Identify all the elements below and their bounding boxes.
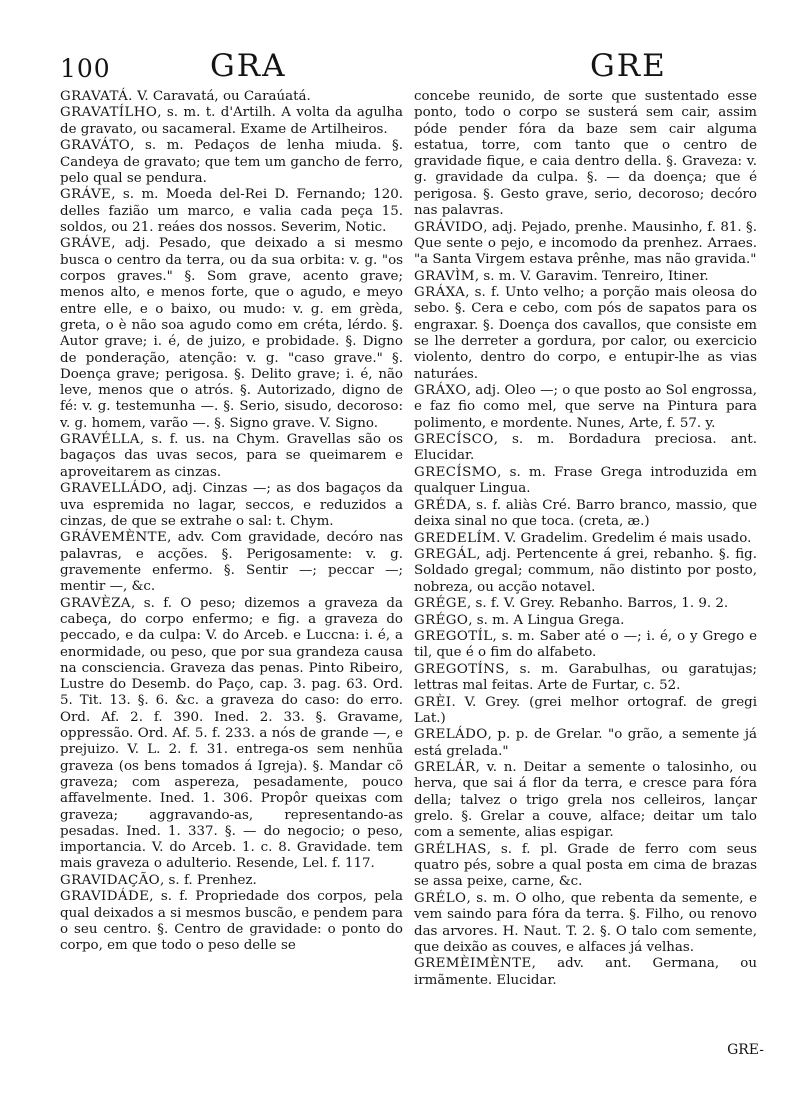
entry-definition: , s. m. V. Garavim. Tenreiro, Itiner. xyxy=(474,268,709,284)
dictionary-entry xyxy=(60,873,403,889)
entry-headword: GRÉGE xyxy=(414,596,468,612)
entry-headword: GRAVIDAÇÃO xyxy=(60,872,161,888)
entry-definition: , adj. Pejado, prenhe. Mausinho, f. 81. §. Que sente o pejo, e incomodo da prenhez. Arraes. "a Santa Virgem estava prênhe, mas não gravida." xyxy=(414,219,757,268)
entry-definition: concebe reunido, de sorte que sustentado esse ponto, todo o corpo se susterá sem cair, assim póde pender fóra da baze sem cair alguma estatua, torre, com tanto que o centro de gravidade fique, e caia dentro della. §. Graveza: v. g. gravidade da culpa. §. — da doença; que é perigosa. §. Gesto grave, serio, decoroso; decóro nas palavras. xyxy=(414,89,757,219)
entry-definition: , adj. Pertencente á grei, rebanho. §. fig. Soldado gregal; commum, não distinto por posto, nobreza, ou acção notavel. xyxy=(414,547,757,595)
dictionary-entry xyxy=(414,531,757,547)
entry-headword: GRELÁDO xyxy=(414,727,488,743)
dictionary-entry xyxy=(414,432,757,465)
entry-definition: V. Caravatá, ou Caraúatá. xyxy=(132,89,311,104)
dictionary-entry xyxy=(60,236,403,432)
entry-definition: , s. m. O olho, que rebenta da semente, e vem saindo para fóra da terra. §. Filho, ou renovo das arvores. H. Naut. T. 2. §. O talo com semente, que deixão as couves, e alfaces já velhas. xyxy=(414,890,757,955)
entry-definition: , s. f. aliàs Cré. Barro branco, massio, que deixa sinal no que toca. (creta, æ.) xyxy=(414,497,757,530)
left-running-title: GRA xyxy=(210,48,287,84)
entry-definition: . V. Gradelim. Gredelim é mais usado. xyxy=(496,530,752,546)
entry-definition: , p. p. de Grelar. "o grão, a semente já está grelada." xyxy=(414,727,757,759)
page-number: 100 xyxy=(60,54,111,83)
dictionary-entry xyxy=(60,432,403,481)
entry-headword: GRAVATÍLHO xyxy=(60,105,158,121)
dictionary-entry xyxy=(414,89,757,219)
entry-headword: GREGOTÍL xyxy=(414,629,493,645)
entry-headword: GRÉLO xyxy=(414,890,467,906)
dictionary-entry xyxy=(414,891,757,956)
entry-headword: GRÉLHAS xyxy=(414,841,487,857)
dictionary-entry xyxy=(60,187,403,236)
dictionary-entry xyxy=(414,547,757,596)
entry-definition: , s. f. O peso; dizemos a graveza da cabeça, do corpo enfermo; e fig. a graveza do peccado, e da culpa: V. do Arceb. e Luccna: i. é, a enormidade, ou peso, que por sua grandeza causa na consciencia. Graveza das penas. Pinto Ribeiro, Lustre do Desemb. do Paço, cap. 3. pag. 63. Ord. 5. Tit. 13. §. 6. &c. a graveza do caso: do erro. Ord. Af. 2. f. 390. Ined. 2. 33. §. Gravame, oppressão. Ord. Af. 5. f. 233. a nós de grande —, e prejuizo. V. L. 2. f. 31. entrega-os sem nenhũa graveza (os bens tomados á Igreja). §. Mandar cõ graveza; com aspereza, pesadamente, pouco affavelmente. Ined. 1. 306. Propôr queixas com graveza; aggravando-as, representando-as pesadas. Ined. 1. 337. §. — do negocio; o peso, importancia. V. do Arceb. 1. c. 8. Gravidade. tem mais graveza o adulterio. Resende, Lel. f. 117. xyxy=(60,595,403,872)
dictionary-entry xyxy=(414,596,757,612)
entry-headword: GRAVATÁ. xyxy=(60,89,133,104)
entry-definition: , s. f. Unto velho; a porção mais oleosa do sebo. §. Cera e cebo, com pós de sapatos para os engraxar. §. Doença dos cavallos, que consiste em se lhe derreter a gordura, por calor, ou exercicio violento, dentro do corpo, e entupir-lhe as vias naturáes. xyxy=(414,285,757,382)
dictionary-entry xyxy=(60,89,403,105)
entry-definition: , s. m. Pedaços de lenha miuda. §. Candeya de gravato; que tem um gancho de ferro, pelo qual se pendura. xyxy=(60,138,403,186)
entry-headword: GRAVÉLLA xyxy=(60,432,140,448)
dictionary-entry xyxy=(414,695,757,728)
entry-definition: , s. m. Moeda del-Rei D. Fernando; 120. delles fazião um marco, e valia cada peça 15. soldos, ou 21. reáes dos nossos. Severim, Notic. xyxy=(60,187,403,235)
left-column xyxy=(60,89,403,955)
dictionary-entry xyxy=(60,138,403,187)
entry-definition: , s. f. Propriedade dos corpos, pela qual deixados a si mesmos buscão, e pendem para o seu centro. §. Centro de gravidade: o ponto do corpo, em que todo o peso delle se xyxy=(60,889,403,954)
entry-headword: GRÁVE xyxy=(60,187,112,203)
dictionary-entry xyxy=(414,727,757,760)
entry-headword: GRAVIDÁDE xyxy=(60,889,150,905)
right-column xyxy=(414,89,757,989)
entry-headword: GRÁVIDO xyxy=(414,219,484,235)
dictionary-entry xyxy=(414,498,757,531)
entry-headword: GRELÁR xyxy=(414,760,476,776)
dictionary-entry xyxy=(414,465,757,498)
dictionary-entry xyxy=(60,481,403,530)
running-header xyxy=(60,44,772,90)
entry-definition: , s. m. Frase Grega introduzida em qualquer Lingua. xyxy=(414,464,757,497)
dictionary-entry xyxy=(414,383,757,432)
dictionary-entry xyxy=(60,889,403,954)
entry-headword: GRÁVEMÈNTE xyxy=(60,530,168,546)
dictionary-entry xyxy=(414,842,757,891)
dictionary-entry xyxy=(414,662,757,695)
dictionary-entry xyxy=(60,105,403,138)
entry-definition: , s. f. V. Grey. Rebanho. Barros, 1. 9. 2. xyxy=(467,596,729,612)
dictionary-entry xyxy=(414,220,757,269)
entry-headword: GRÁVE xyxy=(60,236,112,252)
entry-definition: , s. m. A Lingua Grega. xyxy=(468,612,625,628)
entry-definition: , adj. Pesado, que deixado a si mesmo busca o centro da terra, ou da sua orbita: v. g. "os corpos graves." §. Som grave, acento grave; menos alto, e menos forte, que o agudo, e meyo entre elle, e o baixo, ou mudo: v. g. em grèda, greta, o è não soa agudo como em créta, lérdo. §. Autor grave; i. é, de juizo, e probidade. §. Digno de ponderação, atenção: v. g. "caso grave." §. Doença grave; perigosa. §. Delito grave; i. é, não leve, menos que o atrós. §. Autorizado, digno de fé: v. g. testemunha —. §. Serio, sisudo, decoroso: v. g. homem, varão —. §. Signo grave. V. Signo. xyxy=(60,236,403,431)
entry-headword: GRÈI xyxy=(414,694,452,710)
entry-headword: GRÉGO xyxy=(414,612,469,628)
entry-headword: GRAVÈZA xyxy=(60,595,132,611)
entry-definition: , v. n. Deitar a semente o talosinho, ou herva, que sai á flor da terra, e cresce para fóra della; talvez o trigo grela nos celleiros, lançar grelo. §. Grelar a couve, alface; deitar um talo com a semente, alias espigar. xyxy=(414,760,757,841)
dictionary-entry xyxy=(414,956,757,989)
entry-headword: GREGÁL xyxy=(414,547,477,562)
dictionary-entry xyxy=(60,530,403,595)
entry-definition: , adj. Oleo —; o que posto ao Sol engrossa, e faz fio como mel, que serve na Pintura para polimento, e mordente. Nunes, Arte, f. 57. y. xyxy=(414,383,757,431)
entry-definition: , adj. Cinzas —; as dos bagaços da uva espremida no lagar, seccos, e reduzidos a cinzas, de que se extrahe o sal: t. Chym. xyxy=(60,481,403,529)
entry-definition: , s. m. Garabulhas, ou garatujas; lettras mal feitas. Arte de Furtar, c. 52. xyxy=(414,661,757,694)
dictionary-entry xyxy=(414,285,757,383)
entry-headword: GRAVELLÁDO xyxy=(60,481,163,497)
dictionary-entry xyxy=(414,760,757,841)
entry-headword: GRAVÁTO xyxy=(60,138,131,154)
dictionary-entry xyxy=(414,629,757,662)
dictionary-entry xyxy=(60,596,403,873)
entry-headword: GRÉDA xyxy=(414,497,467,513)
entry-definition: , adv. Com gravidade, decóro nas palavras, e acções. §. Perigosamente: v. g. gravemente enfermo. §. Sentir —; peccar —; mentir —, &c. xyxy=(60,530,403,595)
entry-headword: GREMÈIMÈNTE xyxy=(414,956,532,972)
right-running-title: GRE xyxy=(590,48,667,84)
entry-definition: , s. m. Bordadura preciosa. ant. Elucidar. xyxy=(414,432,757,464)
entry-headword: GRECÍSMO xyxy=(414,464,498,480)
entry-headword: GREGOTÍNS xyxy=(414,661,505,677)
entry-headword: GREDELÍM xyxy=(414,530,497,546)
entry-headword: GRAVÌM xyxy=(414,268,475,284)
dictionary-entry xyxy=(414,269,757,285)
entry-definition: , adv. ant. Germana, ou irmãmente. Elucidar. xyxy=(414,956,757,988)
entry-definition: . V. Grey. (grei melhor ortograf. de gregi Lat.) xyxy=(414,694,757,726)
dictionary-entry xyxy=(414,613,757,629)
entry-definition: , s. f. us. na Chym. Gravellas são os bagaços das uvas secos, para se queimarem e aproveitarem as cinzas. xyxy=(60,432,403,480)
entry-headword: GRÁXA xyxy=(414,285,466,301)
entry-definition: , s. f. Prenhez. xyxy=(160,872,257,888)
catchword: GRE- xyxy=(727,1042,764,1058)
entry-definition: , s. f. pl. Grade de ferro com seus quatro pés, sobre a qual posta em cima de brazas se assa peixe, carne, &c. xyxy=(414,841,757,890)
entry-headword: GRECÍSCO xyxy=(414,432,494,448)
entry-definition: , s. m. Saber até o —; i. é, o y Grego e til, que é o fim do alfabeto. xyxy=(414,629,757,661)
entry-headword: GRÁXO xyxy=(414,383,467,399)
entry-definition: , s. m. t. d'Artilh. A volta da agulha de gravato, ou sacameral. Exame de Artilheiros. xyxy=(60,105,403,137)
